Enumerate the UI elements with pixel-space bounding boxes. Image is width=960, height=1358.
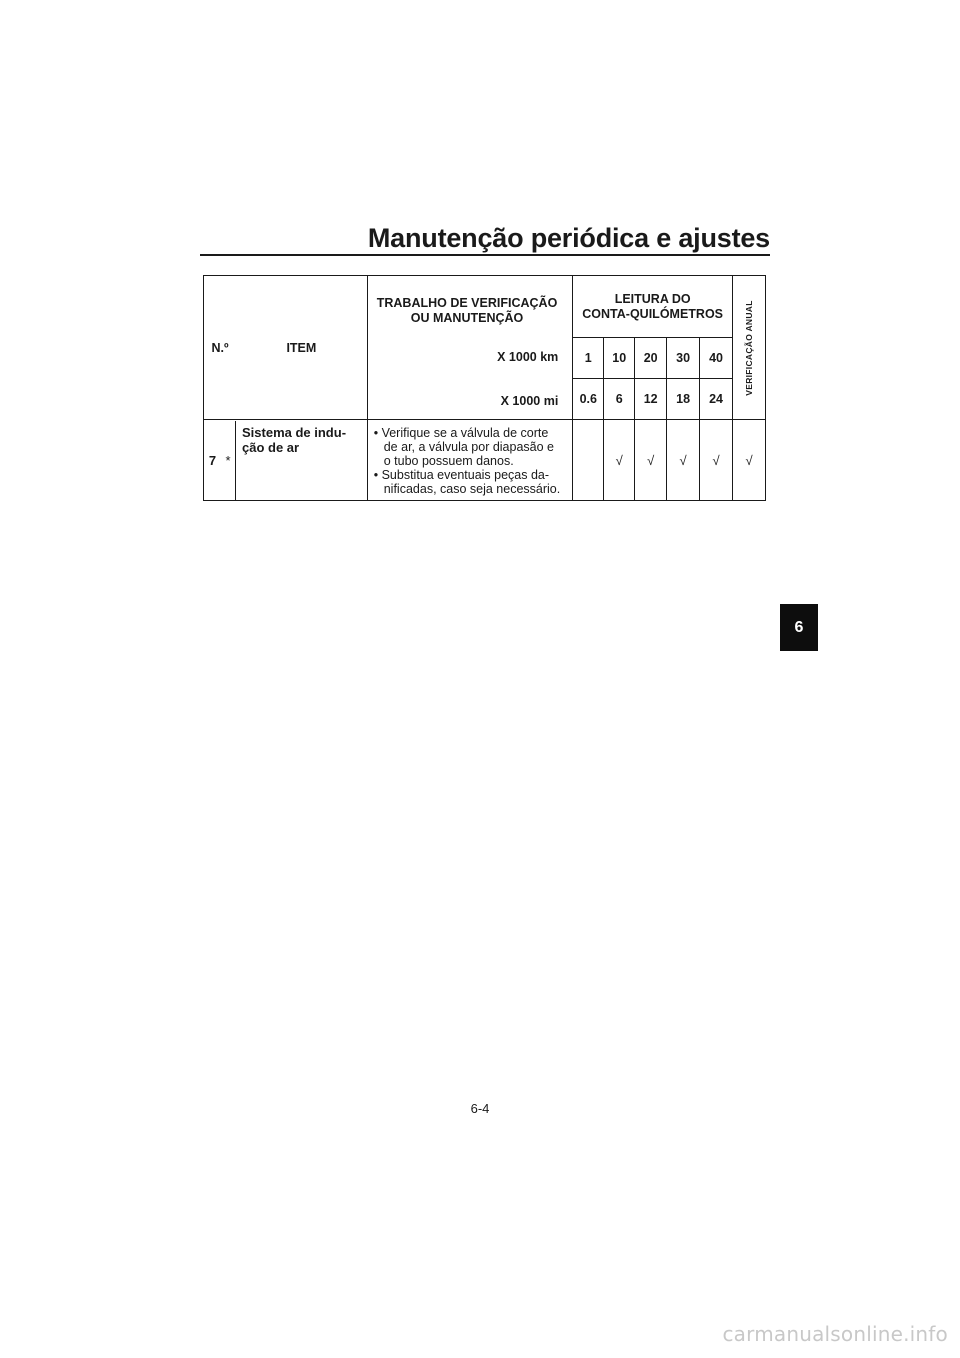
- work-bullet-2: • Substitua eventuais peças da- nificadas, caso seja necessário.: [373, 468, 561, 496]
- km-value: 20: [635, 338, 667, 379]
- mi-value: 24: [700, 379, 733, 420]
- item-line2: ção de ar: [242, 439, 300, 455]
- km-value: 1: [573, 338, 604, 379]
- km-label: X 1000 km: [497, 350, 559, 364]
- row-work-description: [367, 420, 573, 501]
- watermark: carmanualsonline.info: [722, 1322, 948, 1346]
- check-cell: √: [604, 420, 635, 501]
- reading-header-line1: LEITURA DO: [614, 291, 691, 306]
- annual-check-header: [733, 276, 766, 420]
- km-value: 30: [667, 338, 700, 379]
- mi-value: 12: [635, 379, 667, 420]
- work-header-line1: TRABALHO DE VERIFICAÇÃO: [376, 296, 558, 310]
- maintenance-table: [203, 275, 766, 501]
- table-row: [204, 420, 766, 501]
- check-cell: √: [700, 420, 733, 501]
- work-bullet-1: • Verifique se a válvula de corte de ar, a válvula por diapasão e o tubo possuem danos.: [373, 426, 554, 468]
- item-line1: Sistema de indu-: [242, 424, 347, 440]
- page-title: Manutenção periódica e ajustes: [367, 223, 770, 253]
- mi-label: X 1000 mi: [500, 394, 559, 408]
- reading-header: [573, 276, 733, 338]
- work-header-line2: OU MANUTENÇÃO: [410, 311, 524, 325]
- row-number: 7: [208, 452, 217, 468]
- row-star-marker: *: [221, 421, 236, 500]
- check-cell: √: [733, 420, 766, 501]
- reading-header-line2: CONTA-QUILÓMETROS: [582, 306, 724, 321]
- col-item-header: ITEM: [286, 340, 317, 355]
- mi-value: 6: [604, 379, 635, 420]
- check-cell: √: [667, 420, 700, 501]
- header-no-item: [204, 276, 368, 420]
- col-work-header: [367, 276, 573, 420]
- check-cell: [573, 420, 604, 501]
- check-cell: √: [635, 420, 667, 501]
- col-no-header: N.º: [211, 340, 229, 355]
- annual-check-label: VERIFICAÇÃO ANUAL: [744, 299, 754, 396]
- mi-value: 18: [667, 379, 700, 420]
- page-number: 6-4: [470, 1101, 490, 1116]
- title-divider: [200, 254, 770, 256]
- row-item-name: [236, 421, 367, 500]
- row-no-item: [204, 420, 368, 501]
- km-value: 10: [604, 338, 635, 379]
- mi-value: 0.6: [573, 379, 604, 420]
- km-value: 40: [700, 338, 733, 379]
- chapter-tab: 6: [780, 604, 818, 651]
